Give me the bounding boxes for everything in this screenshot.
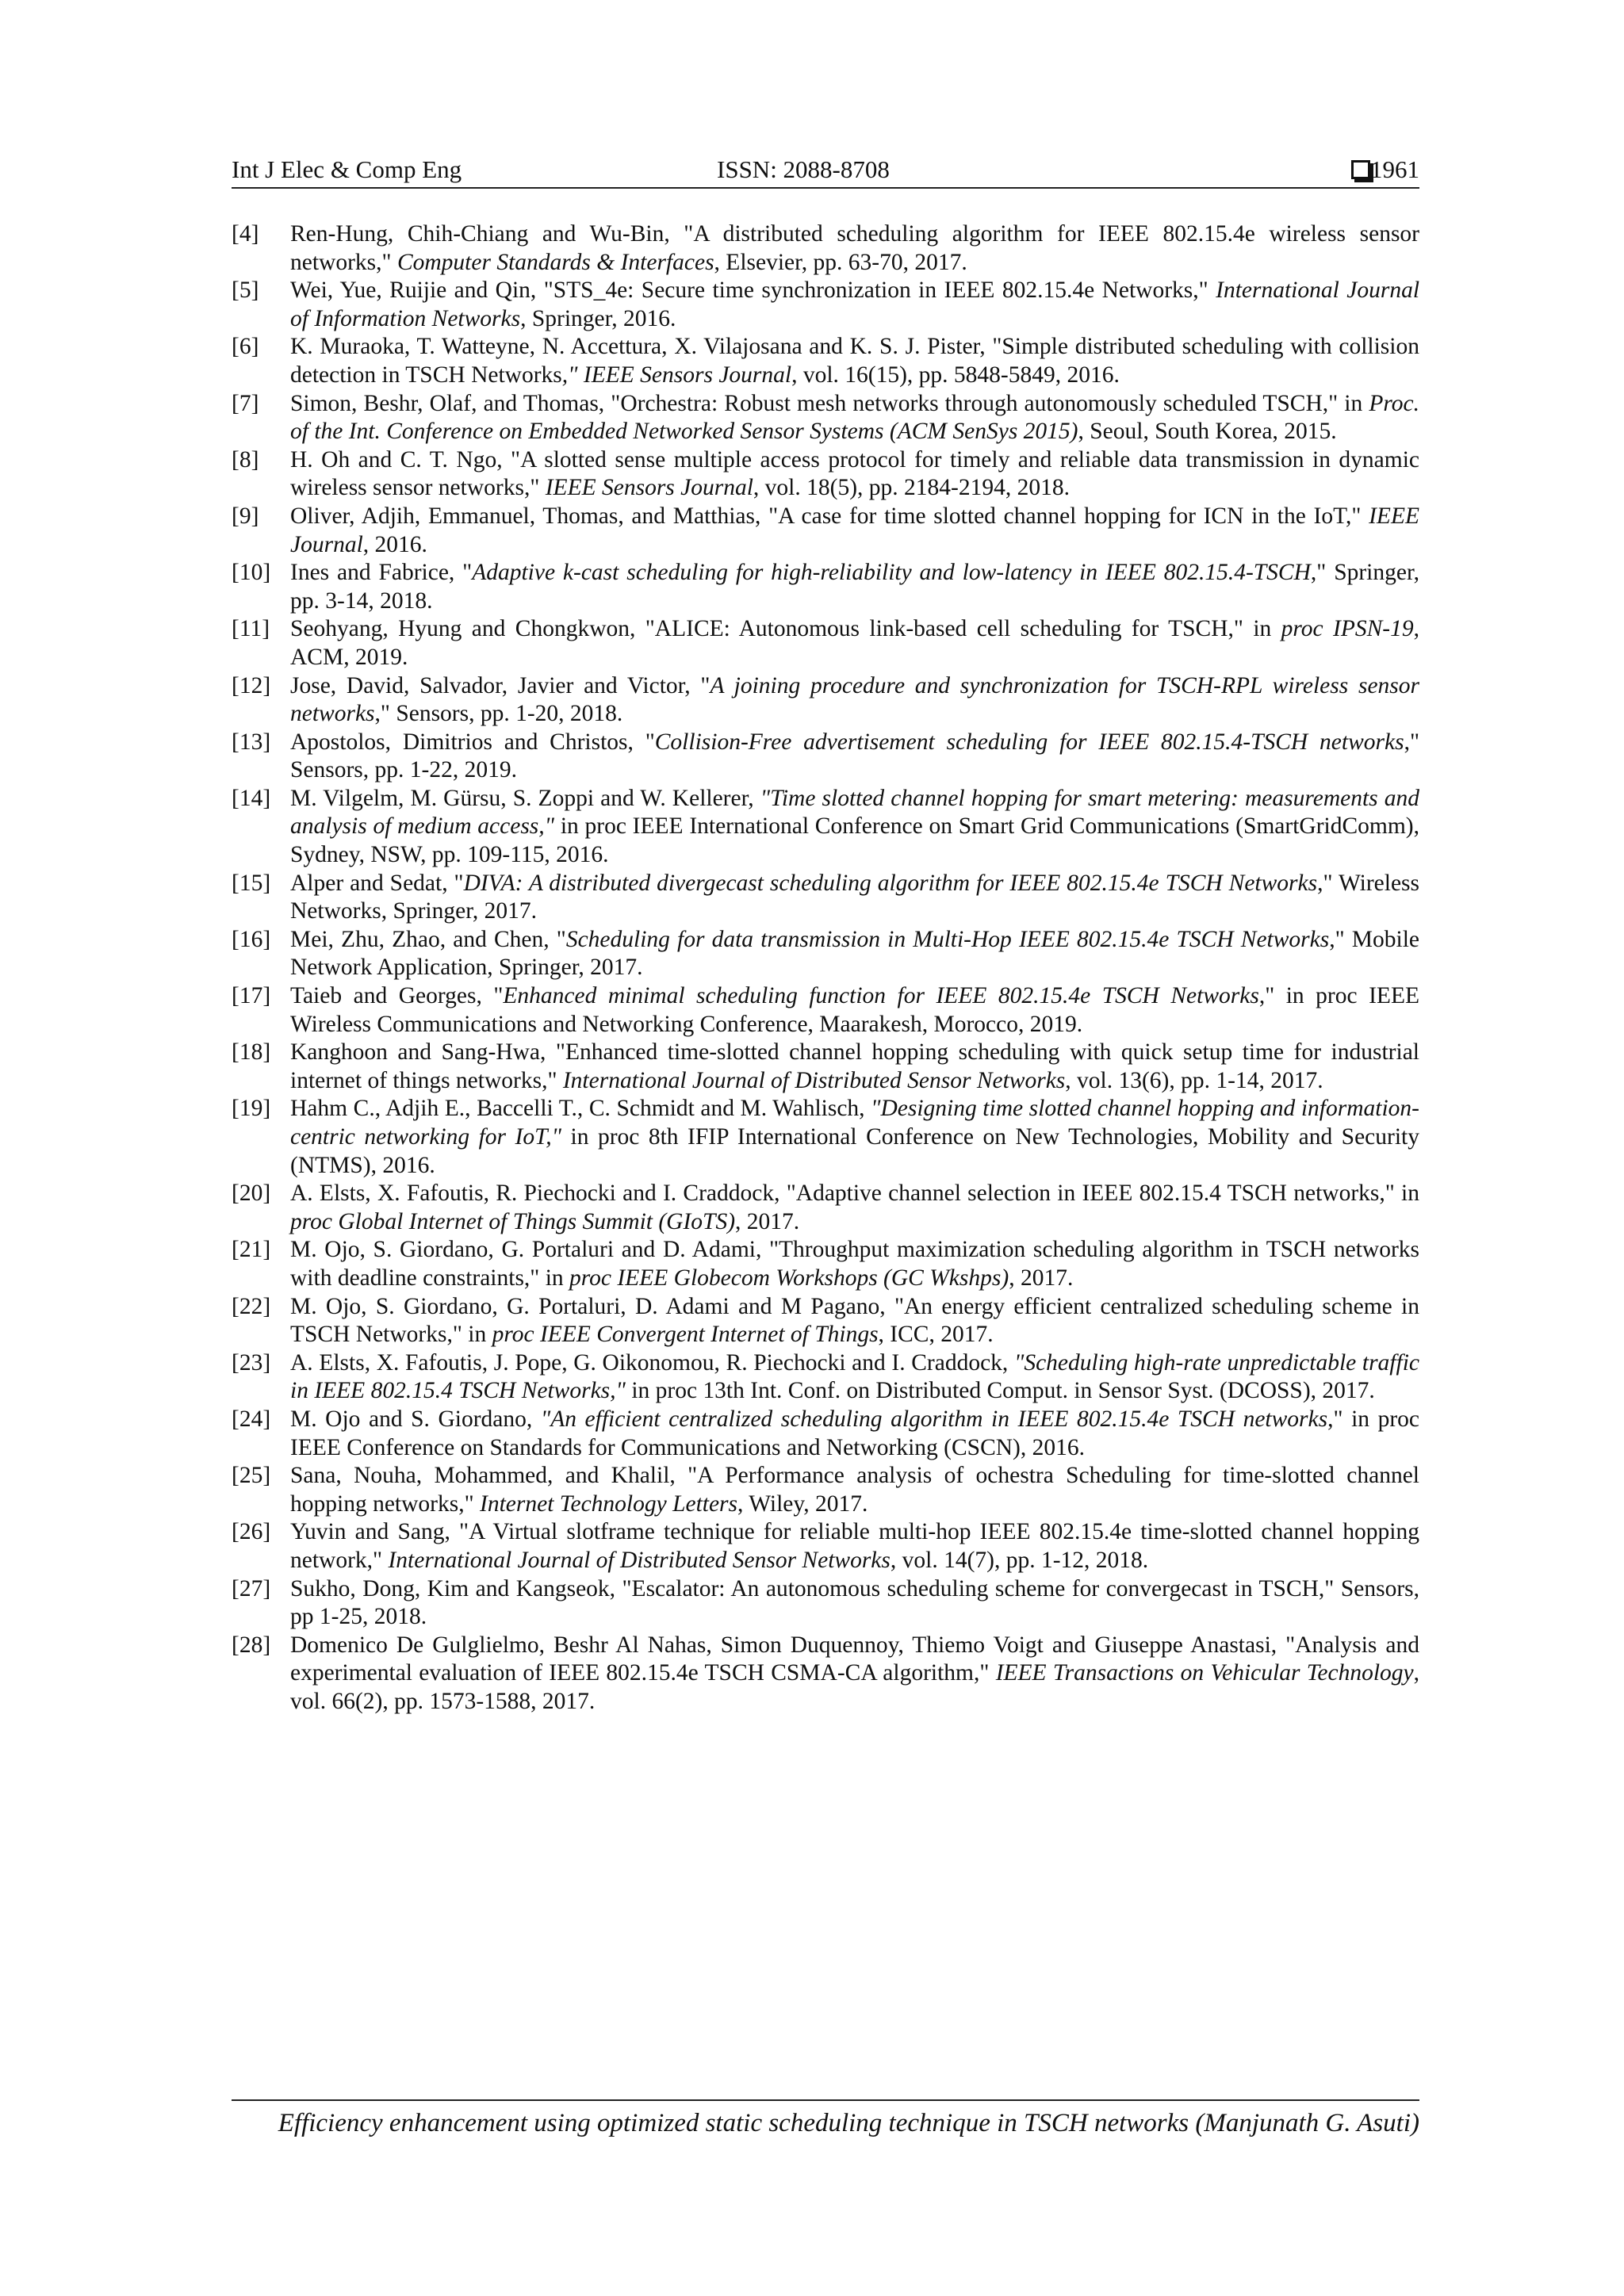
reference-number: [15] xyxy=(232,870,271,896)
reference-number: [25] xyxy=(232,1463,271,1489)
reference-italic-segment: International Journal of Distributed Sensor Networks xyxy=(388,1547,891,1573)
reference-italic-segment: IEEE Sensors Journal xyxy=(545,475,753,501)
running-header xyxy=(232,155,1419,189)
reference-item xyxy=(232,729,1419,785)
reference-italic-segment: Internet Technology Letters xyxy=(480,1490,738,1517)
reference-item xyxy=(232,1462,1419,1518)
reference-segment: , 2017. xyxy=(735,1208,800,1234)
reference-segment: ," Springer, pp. 3-14, 2018. xyxy=(290,560,1419,614)
reference-text xyxy=(290,220,1419,277)
reference-segment: M. Ojo, S. Giordano, G. Portaluri, D. Adami and M Pagano, "An energy efficient centralized scheduling scheme in TSCH Networks," in xyxy=(290,1293,1419,1348)
reference-text xyxy=(290,1095,1419,1180)
reference-text xyxy=(290,672,1419,729)
reference-number: [16] xyxy=(232,926,271,952)
reference-segment: Oliver, Adjih, Emmanuel, Thomas, and Matthias, "A case for time slotted channel hopping for ICN in the IoT," xyxy=(290,503,1369,529)
reference-segment: , Wiley, 2017. xyxy=(737,1490,868,1517)
reference-segment: Simon, Beshr, Olaf, and Thomas, "Orchestra: Robust mesh networks through autonomously scheduled TSCH," in xyxy=(290,390,1369,416)
reference-segment: Ines and Fabrice, " xyxy=(290,560,473,586)
reference-list xyxy=(232,220,1419,1716)
reference-item xyxy=(232,982,1419,1039)
reference-segment: Wei, Yue, Ruijie and Qin, "STS_4e: Secure time synchronization in IEEE 802.15.4e Networks," xyxy=(290,277,1216,304)
reference-text xyxy=(290,982,1419,1039)
reference-number: [4] xyxy=(232,221,259,247)
reference-segment: Hahm C., Adjih E., Baccelli T., C. Schmidt and M. Wahlisch, xyxy=(290,1096,871,1122)
reference-item xyxy=(232,615,1419,672)
reference-number: [23] xyxy=(232,1349,271,1376)
reference-segment: , vol. 13(6), pp. 1-14, 2017. xyxy=(1065,1067,1323,1093)
reference-number: [24] xyxy=(232,1406,271,1432)
reference-italic-segment: "Scheduling high-rate unpredictable traffic in IEEE 802.15.4 TSCH Networks," xyxy=(290,1349,1419,1404)
reference-text xyxy=(290,1462,1419,1518)
reference-text xyxy=(290,1575,1419,1632)
reference-segment: ," Sensors, pp. 1-20, 2018. xyxy=(374,701,623,727)
reference-segment: Alper and Sedat, " xyxy=(290,870,464,896)
reference-italic-segment: IEEE Journal xyxy=(290,503,1419,557)
reference-segment: ," Wireless Networks, Springer, 2017. xyxy=(290,870,1419,924)
reference-number: [12] xyxy=(232,672,271,698)
reference-item xyxy=(232,220,1419,277)
reference-number: [8] xyxy=(232,446,259,473)
reference-segment: Taieb and Georges, " xyxy=(290,983,504,1009)
reference-text xyxy=(290,1236,1419,1292)
reference-segment: , Seoul, South Korea, 2015. xyxy=(1078,419,1337,445)
reference-number: [21] xyxy=(232,1237,271,1263)
reference-number: [9] xyxy=(232,503,259,529)
reference-segment: , 2016. xyxy=(362,531,427,557)
reference-text xyxy=(290,1632,1419,1716)
reference-text xyxy=(290,729,1419,785)
reference-number: [14] xyxy=(232,785,271,811)
reference-italic-segment: "An efficient centralized scheduling algorithm in IEEE 802.15.4e TSCH networks xyxy=(540,1406,1328,1432)
reference-text xyxy=(290,1039,1419,1095)
reference-italic-segment: proc Global Internet of Things Summit (GIoTS) xyxy=(290,1208,736,1234)
reference-text xyxy=(290,1180,1419,1236)
running-footer: Efficiency enhancement using optimized static scheduling technique in TSCH networks (Manjunath G. Asuti) xyxy=(278,2109,1419,2137)
reference-segment: , ICC, 2017. xyxy=(878,1322,994,1348)
reference-italic-segment: IEEE Transactions on Vehicular Technology xyxy=(995,1660,1414,1686)
reference-number: [10] xyxy=(232,560,271,586)
reference-item xyxy=(232,1518,1419,1575)
reference-segment: , vol. 66(2), pp. 1573-1588, 2017. xyxy=(290,1660,1420,1714)
reference-item xyxy=(232,1406,1419,1462)
reference-item xyxy=(232,1039,1419,1095)
reference-item xyxy=(232,333,1419,389)
reference-italic-segment: Adaptive k-cast scheduling for high-reliability and low-latency in IEEE 802.15.4-TSCH xyxy=(472,560,1311,586)
reference-italic-segment: International Journal of Distributed Sensor Networks xyxy=(562,1067,1066,1093)
journal-name: Int J Elec & Comp Eng xyxy=(232,155,462,183)
reference-segment: , vol. 16(15), pp. 5848-5849, 2016. xyxy=(791,362,1120,388)
reference-segment: Mei, Zhu, Zhao, and Chen, " xyxy=(290,926,566,952)
reference-segment: , vol. 18(5), pp. 2184-2194, 2018. xyxy=(753,475,1070,501)
reference-number: [27] xyxy=(232,1575,271,1601)
reference-text xyxy=(290,615,1419,672)
reference-item xyxy=(232,1575,1419,1632)
reference-item xyxy=(232,446,1419,503)
reference-number: [18] xyxy=(232,1039,271,1066)
reference-item xyxy=(232,1236,1419,1292)
reference-number: [20] xyxy=(232,1181,271,1207)
reference-text xyxy=(290,926,1419,982)
reference-segment: Jose, David, Salvador, Javier and Victor, " xyxy=(290,672,710,698)
reference-segment: , ACM, 2019. xyxy=(290,616,1419,670)
reference-number: [5] xyxy=(232,277,259,304)
reference-item xyxy=(232,277,1419,333)
reference-item xyxy=(232,1349,1419,1406)
reference-text xyxy=(290,559,1419,615)
reference-italic-segment: proc IEEE Convergent Internet of Things xyxy=(492,1322,879,1348)
reference-item xyxy=(232,559,1419,615)
reference-segment: K. Muraoka, T. Watteyne, N. Accettura, X. Vilajosana and K. S. J. Pister, "Simple distributed scheduling with collision detection in TSCH Networks xyxy=(290,334,1419,388)
reference-item xyxy=(232,870,1419,926)
reference-italic-segment: proc IEEE Globecom Workshops (GC Wkshps) xyxy=(569,1265,1009,1291)
reference-segment: Kanghoon and Sang-Hwa, "Enhanced time-slotted channel hopping scheduling with quick setup time for industrial internet of things networks," xyxy=(290,1039,1419,1093)
reference-italic-segment: International Journal of Information Networks xyxy=(290,277,1420,331)
reference-segment: in proc 13th Int. Conf. on Distributed Comput. in Sensor Syst. (DCOSS), 2017. xyxy=(625,1378,1375,1404)
reference-segment: ," Sensors, pp. 1-22, 2019. xyxy=(290,729,1419,783)
issn: ISSN: 2088-8708 xyxy=(717,155,890,183)
reference-italic-segment: proc IPSN-19 xyxy=(1281,616,1414,642)
page-number: 1961 xyxy=(1370,155,1419,183)
reference-text xyxy=(290,1293,1419,1349)
reference-text xyxy=(290,503,1419,559)
reference-number: [17] xyxy=(232,983,271,1009)
reference-number: [11] xyxy=(232,616,270,642)
reference-text xyxy=(290,390,1419,446)
reference-segment: Yuvin and Sang, "A Virtual slotframe technique for reliable multi-hop IEEE 802.15.4e time-slotted channel hopping network," xyxy=(290,1519,1419,1573)
reference-segment: Seohyang, Hyung and Chongkwon, "ALICE: Autonomous link-based cell scheduling for TSCH," in xyxy=(290,616,1281,642)
reference-segment: M. Ojo, S. Giordano, G. Portaluri and D. Adami, "Throughput maximization scheduling algorithm in TSCH networks with deadline constraints," in xyxy=(290,1237,1419,1291)
reference-italic-segment: Proc. of the Int. Conference on Embedded Networked Sensor Systems (ACM SenSys 2015) xyxy=(290,390,1419,445)
reference-text xyxy=(290,277,1419,333)
reference-segment: M. Ojo and S. Giordano, xyxy=(290,1406,541,1432)
reference-number: [19] xyxy=(232,1096,271,1122)
reference-italic-segment: Collision-Free advertisement scheduling for IEEE 802.15.4-TSCH networks xyxy=(654,729,1404,755)
reference-item xyxy=(232,1095,1419,1180)
reference-segment: , Springer, 2016. xyxy=(520,305,676,331)
reference-segment: , Elsevier, pp. 63-70, 2017. xyxy=(714,249,967,275)
reference-item xyxy=(232,1632,1419,1716)
reference-item xyxy=(232,390,1419,446)
reference-italic-segment: Scheduling for data transmission in Multi-Hop IEEE 802.15.4e TSCH Networks xyxy=(565,926,1330,952)
reference-item xyxy=(232,503,1419,559)
reference-text xyxy=(290,785,1419,870)
reference-text xyxy=(290,870,1419,926)
reference-segment: in proc 8th IFIP International Conference on New Technologies, Mobility and Security (NTMS), 2016. xyxy=(290,1124,1419,1178)
reference-item xyxy=(232,1293,1419,1349)
reference-text xyxy=(290,1518,1419,1575)
reference-segment: , 2017. xyxy=(1009,1265,1074,1291)
reference-segment: Apostolos, Dimitrios and Christos, " xyxy=(290,729,655,755)
reference-segment: Ren-Hung, Chih-Chiang and Wu-Bin, "A distributed scheduling algorithm for IEEE 802.15.4e wireless sensor networks," xyxy=(290,221,1419,275)
reference-segment: M. Vilgelm, M. Gürsu, S. Zoppi and W. Kellerer, xyxy=(290,785,760,811)
reference-segment: , vol. 14(7), pp. 1-12, 2018. xyxy=(890,1547,1149,1573)
reference-segment: A. Elsts, X. Fafoutis, J. Pope, G. Oikonomou, R. Piechocki and I. Craddock, xyxy=(290,1349,1014,1376)
reference-italic-segment: Computer Standards & Interfaces xyxy=(396,249,714,275)
reference-segment: ," Mobile Network Application, Springer, 2017. xyxy=(290,926,1420,981)
reference-text xyxy=(290,1349,1419,1406)
reference-number: [7] xyxy=(232,390,259,416)
reference-item xyxy=(232,785,1419,870)
reference-segment: ," in proc IEEE Conference on Standards for Communications and Networking (CSCN), 2016. xyxy=(290,1406,1419,1460)
reference-number: [22] xyxy=(232,1293,271,1319)
reference-number: [26] xyxy=(232,1519,271,1545)
reference-segment: in proc IEEE International Conference on Smart Grid Communications (SmartGridComm), Sydney, NSW, pp. 109-115, 2016. xyxy=(290,813,1419,868)
reference-item xyxy=(232,926,1419,982)
reference-italic-segment: "Designing time slotted channel hopping and information-centric networking for IoT," xyxy=(290,1096,1419,1150)
reference-text xyxy=(290,1406,1419,1462)
reference-segment: Sukho, Dong, Kim and Kangseok, "Escalator: An autonomous scheduling scheme for convergecast in TSCH," Sensors, pp 1-25, 2018. xyxy=(290,1575,1419,1630)
reference-number: [6] xyxy=(232,334,259,360)
reference-item xyxy=(232,672,1419,729)
reference-italic-segment: DIVA: A distributed divergecast scheduling algorithm for IEEE 802.15.4e TSCH Networks xyxy=(463,870,1318,896)
reference-text xyxy=(290,446,1419,503)
reference-item xyxy=(232,1180,1419,1236)
reference-italic-segment: A joining procedure and synchronization for TSCH-RPL wireless sensor networks xyxy=(290,672,1419,727)
reference-segment: A. Elsts, X. Fafoutis, R. Piechocki and I. Craddock, "Adaptive channel selection in IEEE 802.15.4 TSCH networks," in xyxy=(290,1181,1419,1207)
reference-segment: Sana, Nouha, Mohammed, and Khalil, "A Performance analysis of ochestra Scheduling for time-slotted channel hopping networks," xyxy=(290,1463,1419,1517)
reference-number: [28] xyxy=(232,1632,271,1658)
footer-divider xyxy=(232,2099,1419,2101)
reference-italic-segment: ," IEEE Sensors Journal xyxy=(561,362,792,388)
reference-text xyxy=(290,333,1419,389)
reference-italic-segment: Enhanced minimal scheduling function for IEEE 802.15.4e TSCH Networks xyxy=(503,983,1259,1009)
reference-segment: Domenico De Gulglielmo, Beshr Al Nahas, Simon Duquennoy, Thiemo Voigt and Giuseppe Anastasi, "Analysis and experimental evaluation of IEEE 802.15.4e TSCH CSMA-CA algorithm," xyxy=(290,1632,1419,1686)
reference-italic-segment: "Time slotted channel hopping for smart metering: measurements and analysis of medium access," xyxy=(290,785,1419,840)
reference-segment: ," in proc IEEE Wireless Communications and Networking Conference, Maarakesh, Morocco, 2019. xyxy=(290,983,1419,1037)
checkbox-square-icon xyxy=(1351,160,1370,179)
reference-segment: H. Oh and C. T. Ngo, "A slotted sense multiple access protocol for timely and reliable data transmission in dynamic wireless sensor networks," xyxy=(290,446,1419,501)
reference-number: [13] xyxy=(232,729,271,755)
